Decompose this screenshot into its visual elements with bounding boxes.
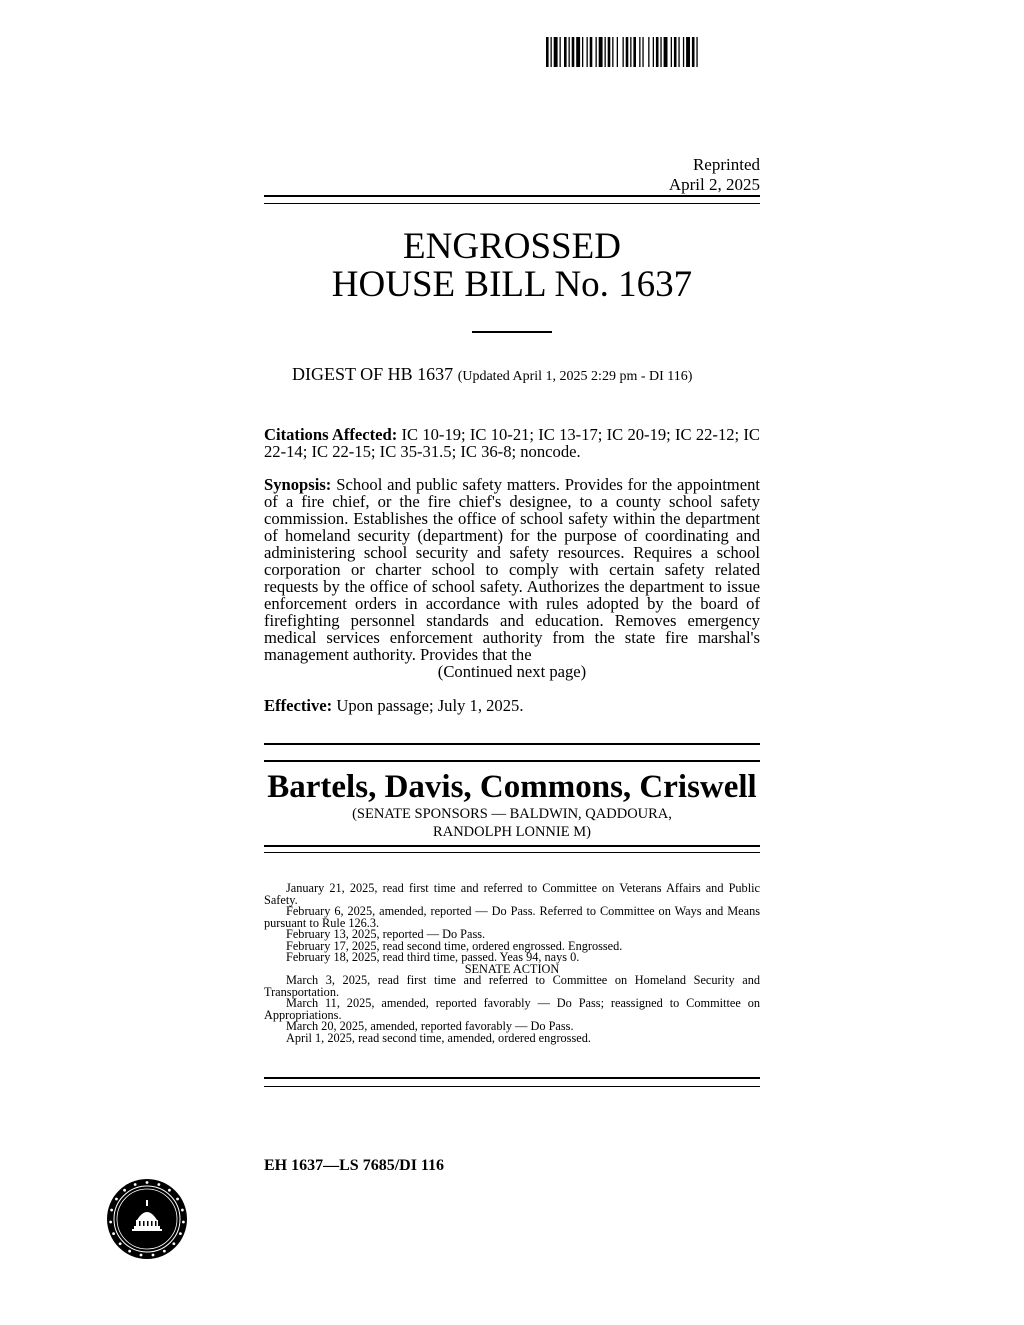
citations-paragraph [264, 426, 760, 460]
history-rule-1 [264, 1077, 760, 1079]
synopsis-paragraph [264, 476, 760, 680]
synopsis-label: Synopsis: [264, 475, 332, 494]
citations-text: IC 10-19; IC 10-21; IC 13-17; IC 20-19; IC 22-12; IC 22-14; IC 22-15; IC 35-31.5; IC 36-8; noncode. [264, 425, 760, 461]
synopsis-text: School and public safety matters. Provides for the appointment of a fire chief, or the fire chief's designee, to a county school safety commission. Establishes the office of school safety within the department of homeland security (department) for the purpose of coordinating and administering school security and safety resources. Requires a school corporation or charter school to comply with certain safety related requests by the office of school safety. Authorizes the department to issue enforcement orders in accordance with rules adopted by the board of firefighting personnel standards and education. Removes emergency medical services enforcement authority from the state fire marshal's management authority. Provides that the [264, 475, 760, 664]
sponsor-rule-bottom-2 [264, 852, 760, 853]
history-item: March 3, 2025, read first time and referred to Committee on Homeland Security and Transportation. [264, 973, 760, 999]
effective-text: Upon passage; July 1, 2025. [336, 696, 524, 715]
state-seal-icon [106, 1178, 188, 1260]
bill-title-line2: HOUSE BILL No. 1637 [331, 264, 693, 305]
history-item: February 6, 2025, amended, reported — Do Pass. Referred to Committee on Ways and Means pursuant to Rule 126.3. [264, 904, 760, 930]
effective-label: Effective: [264, 696, 333, 715]
history-item: February 17, 2025, read second time, ordered engrossed. Engrossed. [286, 938, 623, 953]
barcode-icon [546, 37, 782, 67]
reprint-notice [669, 155, 760, 195]
senate-sponsors-line1: (SENATE SPONSORS — BALDWIN, QADDOURA, [352, 806, 672, 822]
digest-label: DIGEST OF HB 1637 [292, 364, 454, 384]
senate-action-heading: SENATE ACTION [464, 961, 560, 976]
digest-header [292, 364, 692, 385]
synopsis-continued: (Continued next page) [437, 662, 587, 681]
sponsor-rule-bottom-1 [264, 845, 760, 847]
legislative-history [264, 883, 760, 1044]
reprint-date: April 2, 2025 [668, 175, 760, 194]
title-underline [472, 331, 552, 333]
digest-updated: (Updated April 1, 2025 2:29 pm - DI 116) [457, 369, 693, 384]
senate-sponsors [0, 805, 1024, 841]
sponsor-rule-top-1 [264, 743, 760, 745]
history-item: February 13, 2025, reported — Do Pass. [286, 927, 486, 941]
history-item: February 18, 2025, read third time, passed. Yeas 94, nays 0. [286, 950, 580, 964]
bill-title-line1: ENGROSSED [403, 226, 621, 267]
history-rule-2 [264, 1086, 760, 1087]
header-rule-top [264, 195, 760, 197]
reprinted-label: Reprinted [692, 155, 760, 174]
history-item: March 20, 2025, amended, reported favorably — Do Pass. [286, 1019, 574, 1033]
document-id: EH 1637—LS 7685/DI 116 [264, 1157, 445, 1174]
history-item: March 11, 2025, amended, reported favorably — Do Pass; reassigned to Committee on Appropriations. [264, 996, 760, 1022]
history-item: January 21, 2025, read first time and referred to Committee on Veterans Affairs and Public Safety. [264, 881, 760, 907]
effective-paragraph [264, 697, 760, 714]
senate-sponsors-line2: RANDOLPH LONNIE M) [433, 824, 591, 840]
house-sponsors: Bartels, Davis, Commons, Criswell [267, 769, 757, 805]
header-rule-bottom [264, 203, 760, 204]
citations-label: Citations Affected: [264, 425, 398, 444]
history-item: April 1, 2025, read second time, amended, ordered engrossed. [286, 1030, 591, 1045]
sponsor-rule-top-2 [264, 760, 760, 762]
